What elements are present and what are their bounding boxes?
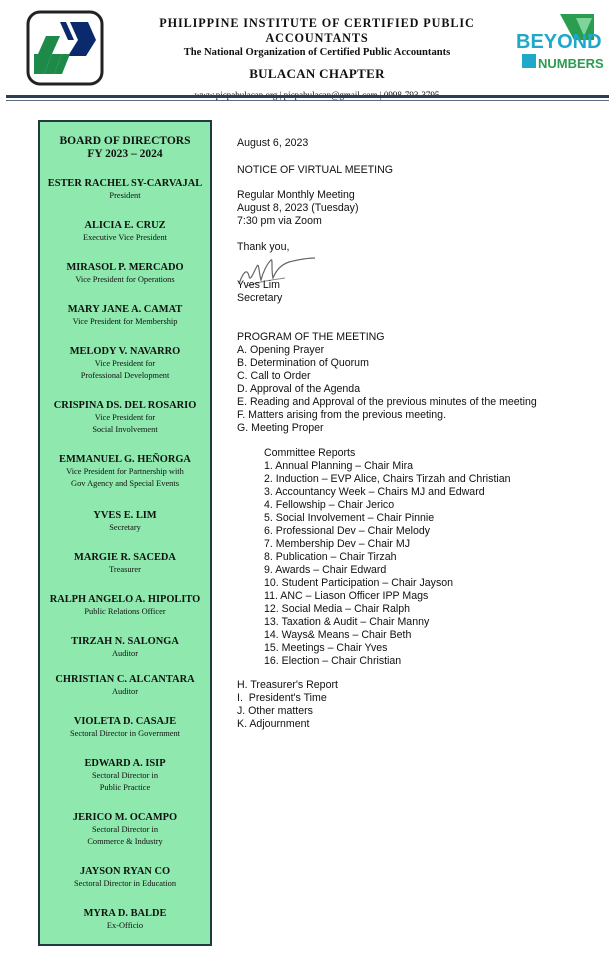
committee-title: Committee Reports xyxy=(264,447,356,459)
closing-list xyxy=(237,679,338,731)
member-role: Vice President for Membership xyxy=(72,317,178,326)
member-name: MARGIE R. SACEDA xyxy=(74,552,176,563)
board-member xyxy=(40,400,210,436)
board-member xyxy=(40,812,210,848)
logo-word-beyond: BEYOND xyxy=(516,31,602,53)
program-item: K. Adjournment xyxy=(237,718,310,730)
member-role: Executive Vice President xyxy=(83,233,167,242)
member-name: RALPH ANGELO A. HIPOLITO xyxy=(49,594,201,605)
committee-report-item: 14. Ways& Means – Chair Beth xyxy=(264,629,412,641)
org-subtitle: The National Organization of Certified Public Accountants xyxy=(183,47,451,58)
board-member xyxy=(40,674,210,698)
member-role: Vice President for xyxy=(94,359,156,368)
board-title xyxy=(40,122,210,161)
committee-report-item: 6. Professional Dev – Chair Melody xyxy=(264,525,431,537)
board-member xyxy=(40,758,210,794)
committee-report-item: 2. Induction – EVP Alice, Chairs Tirzah and Christian xyxy=(264,473,511,485)
letter-date: August 6, 2023 xyxy=(237,137,309,149)
program-list xyxy=(237,344,537,435)
member-role: Commerce & Industry xyxy=(87,837,163,846)
member-role: Treasurer xyxy=(109,565,141,574)
member-role: Auditor xyxy=(111,649,139,658)
letterhead xyxy=(112,16,522,100)
program-item: E. Reading and Approval of the previous minutes of the meeting xyxy=(237,396,537,408)
member-role: Sectoral Director in xyxy=(91,825,159,834)
thanks-line: Thank you, xyxy=(237,241,290,253)
member-role: Social Involvement xyxy=(92,425,158,434)
member-name: EMMANUEL G. HEÑORGA xyxy=(59,454,191,465)
signer-name: Yves Lim xyxy=(237,279,280,291)
program-item: H. Treasurer's Report xyxy=(237,679,338,691)
board-title-line1: BOARD OF DIRECTORS xyxy=(59,135,191,147)
board-title-line2: FY 2023 – 2024 xyxy=(87,148,163,160)
member-role: Vice President for xyxy=(94,413,156,422)
meeting-type: Regular Monthly Meeting xyxy=(237,189,355,201)
member-name: TIRZAH N. SALONGA xyxy=(71,636,179,647)
chapter-name: BULACAN CHAPTER xyxy=(249,66,385,81)
committee-report-item: 3. Accountancy Week – Chairs MJ and Edward xyxy=(264,486,485,498)
program-item: G. Meeting Proper xyxy=(237,422,324,434)
committee-report-item: 15. Meetings – Chair Yves xyxy=(264,642,388,654)
member-role: Auditor xyxy=(111,687,139,696)
board-member xyxy=(40,594,210,618)
member-role: President xyxy=(109,191,141,200)
board-member xyxy=(40,454,210,490)
program-item: J. Other matters xyxy=(237,705,313,717)
member-role: Public Practice xyxy=(99,783,151,792)
board-member xyxy=(40,178,210,202)
member-name: CHRISTIAN C. ALCANTARA xyxy=(55,674,195,685)
member-name: JAYSON RYAN CO xyxy=(79,866,171,877)
member-name: CRISPINA DS. DEL ROSARIO xyxy=(53,400,197,411)
member-name: MYRA D. BALDE xyxy=(83,908,167,919)
member-role: Vice President for Partnership with xyxy=(66,467,184,476)
board-member xyxy=(40,304,210,328)
member-role: Professional Development xyxy=(80,371,170,380)
member-role: Sectoral Director in xyxy=(91,771,159,780)
board-member xyxy=(40,510,210,534)
board-member xyxy=(40,636,210,660)
program-item: I. President's Time xyxy=(237,692,327,704)
member-role: Vice President for Operations xyxy=(75,275,175,284)
board-of-directors-panel xyxy=(38,120,212,946)
member-name: MELODY V. NAVARRO xyxy=(69,346,181,357)
member-name: MIRASOL P. MERCADO xyxy=(66,262,184,273)
meeting-date: August 8, 2023 (Tuesday) xyxy=(237,202,359,214)
org-name: PHILIPPINE INSTITUTE OF CERTIFIED PUBLIC ACCOUNTANTS xyxy=(159,16,475,45)
board-member xyxy=(40,552,210,576)
committee-report-item: 9. Awards – Chair Edward xyxy=(264,564,387,576)
picpa-logo xyxy=(26,10,104,86)
committee-list xyxy=(264,460,511,668)
board-member xyxy=(40,220,210,244)
committee-report-item: 7. Membership Dev – Chair MJ xyxy=(264,538,411,550)
board-member xyxy=(40,908,210,932)
program-title: PROGRAM OF THE MEETING xyxy=(237,331,385,343)
committee-report-item: 1. Annual Planning – Chair Mira xyxy=(264,460,413,472)
board-member xyxy=(40,346,210,382)
member-role: Public Relations Officer xyxy=(84,607,166,616)
board-member xyxy=(40,716,210,740)
logo-word-numbers: NUMBERS xyxy=(538,56,604,71)
member-role: Sectoral Director in Education xyxy=(73,879,177,888)
member-name: JERICO M. OCAMPO xyxy=(72,812,178,823)
committee-report-item: 8. Publication – Chair Tirzah xyxy=(264,551,397,563)
board-member xyxy=(40,262,210,286)
member-name: VIOLETA D. CASAJE xyxy=(73,716,177,727)
program-item: C. Call to Order xyxy=(237,370,311,382)
member-role: Secretary xyxy=(109,523,141,532)
program-item: D. Approval of the Agenda xyxy=(237,383,361,395)
program-item: A. Opening Prayer xyxy=(237,344,325,356)
program-item: F. Matters arising from the previous meeting. xyxy=(237,409,447,421)
member-role: Sectoral Director in Government xyxy=(70,729,180,738)
member-name: ESTER RACHEL SY-CARVAJAL xyxy=(47,178,203,189)
member-name: EDWARD A. ISIP xyxy=(84,758,166,769)
member-name: MARY JANE A. CAMAT xyxy=(67,304,183,315)
notice-title: NOTICE OF VIRTUAL MEETING xyxy=(237,164,393,176)
committee-report-item: 12. Social Media – Chair Ralph xyxy=(264,603,411,615)
member-role: Ex-Officio xyxy=(106,921,144,930)
signer-title: Secretary xyxy=(237,292,283,304)
meeting-time: 7:30 pm via Zoom xyxy=(237,215,322,227)
committee-report-item: 13. Taxation & Audit – Chair Manny xyxy=(264,616,430,628)
member-name: YVES E. LIM xyxy=(93,510,157,521)
header-rule-thin xyxy=(6,100,609,101)
program-item: B. Determination of Quorum xyxy=(237,357,369,369)
board-member xyxy=(40,866,210,890)
header-rule xyxy=(6,95,609,98)
beyond-numbers-logo xyxy=(514,10,604,80)
member-name: ALICIA E. CRUZ xyxy=(84,220,166,231)
committee-report-item: 5. Social Involvement – Chair Pinnie xyxy=(264,512,435,524)
committee-report-item: 4. Fellowship – Chair Jerico xyxy=(264,499,395,511)
committee-report-item: 10. Student Participation – Chair Jayson xyxy=(264,577,454,589)
member-role: Gov Agency and Special Events xyxy=(71,479,179,488)
committee-report-item: 16. Election – Chair Christian xyxy=(264,655,402,667)
committee-report-item: 11. ANC – Liason Officer IPP Mags xyxy=(264,590,429,602)
